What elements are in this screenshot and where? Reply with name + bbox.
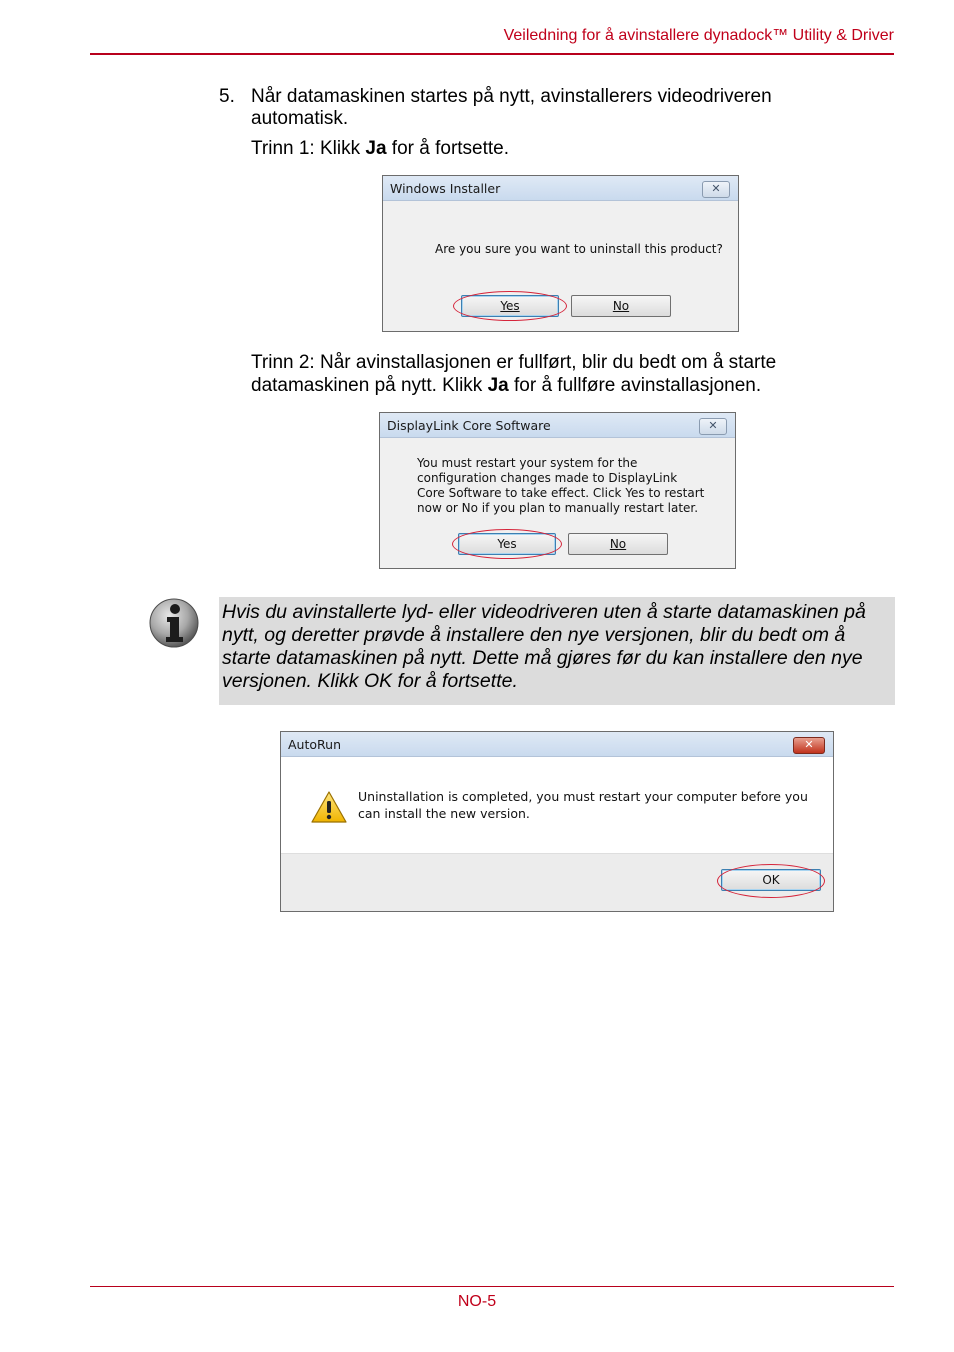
close-icon[interactable]: ✕ [702,181,730,198]
highlight-ring [452,529,562,559]
no-button[interactable] [571,295,671,317]
header-title: Veiledning for å avinstallere dynadock™ Utility & Driver [503,27,894,44]
warning-icon [311,791,347,823]
page-number: NO-5 [457,1293,497,1310]
step-1-bold: Ja [365,138,387,159]
highlight-ring [717,864,825,898]
step-2-prefix: Trinn 2: Når avinstallasjonen er fullført, blir du bedt om å starte datamaskinen på nytt. Klikk [251,352,777,396]
step-1-prefix: Trinn 1: Klikk [251,138,366,159]
yes-button-label: Yes [500,299,520,313]
yes-button[interactable]: Yes [458,533,556,555]
dialog-message: You must restart your system for the configuration changes made to DisplayLink Core Software to take effect. Click Yes to restart now or No if you plan to manually restart later. [417,456,705,515]
dialog-title: Windows Installer [390,181,501,196]
step-2-suffix: for å fullføre avinstallasjonen. [508,375,762,396]
displaylink-dialog [379,412,736,569]
dialog-titlebar [383,176,738,201]
no-button-label: No [609,537,627,551]
footer-rule [90,1286,894,1287]
step-2-instruction [251,351,871,397]
step-2-bold: Ja [487,375,509,396]
no-button[interactable] [568,533,668,555]
highlight-ring [453,291,567,321]
close-icon[interactable]: ✕ [793,737,825,754]
step-1-instruction [251,138,509,160]
note-box [219,597,895,705]
dialog-title: AutoRun [288,737,341,752]
step-text: Når datamaskinen startes på nytt, avinstallerers videodriveren automatisk. [251,86,772,129]
info-icon [148,597,200,649]
step-1-suffix: for å fortsette. [386,138,510,159]
no-button-label: No [612,299,630,313]
dialog-message: Uninstallation is completed, you must restart your computer before you can install the new version. [358,789,808,821]
windows-installer-dialog [382,175,739,332]
dialog-titlebar [380,413,735,438]
dialog-message: Are you sure you want to uninstall this product? [435,242,723,256]
ok-button[interactable]: OK [721,869,821,891]
note-text: Hvis du avinstallerte lyd- eller videodriveren uten å starte datamaskinen på nytt, og deretter prøvde å installere den nye versjonen, blir du bedt om å starte datamaskinen på nytt. Dette må gjøres før du kan installere den nye versjonen. Klikk OK for å fortsette. [222,601,866,692]
step-number: 5. [219,86,235,107]
dialog-title: DisplayLink Core Software [387,418,551,433]
dialog-titlebar [281,732,833,757]
autorun-dialog [280,731,834,912]
header-rule [90,53,894,55]
close-icon[interactable]: ✕ [699,418,727,435]
